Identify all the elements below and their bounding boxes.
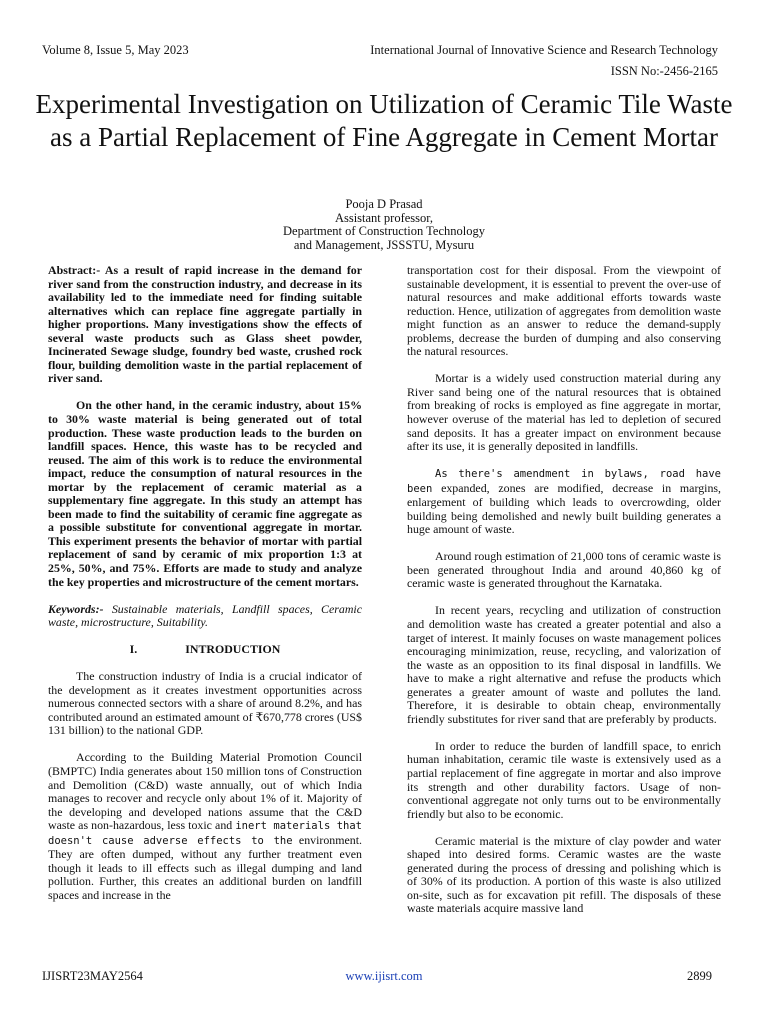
intro-mono-text: inert materials that doesn't cause adverse effects to the bbox=[48, 820, 363, 847]
page-number: 2899 bbox=[687, 969, 712, 983]
volume-issue: Volume 8, Issue 5, May 2023 bbox=[42, 43, 189, 57]
intro-paragraph-2 bbox=[48, 751, 362, 902]
body-paragraph-ceramic: Ceramic material is the mixture of clay powder and water shaped into desired forms. Ceramic wastes are the waste generated during the process of dressing and polishing which is of 30% of its production. A portion of this waste is also utilized on-site, such as for excavation pit refill. The disposals of these waste materials acquire massive land bbox=[407, 833, 721, 916]
author-name: Pooja D Prasad bbox=[345, 197, 423, 211]
bylaws-text: expanded, zones are modified, decrease in margins, enlargement of building which leads to overcrowding, older building being demolished and newly built building generates a huge amount of waste. bbox=[407, 480, 721, 537]
author-block bbox=[184, 198, 584, 252]
abstract-paragraph-2: On the other hand, in the ceramic industry, about 15% to 30% waste material is being generated out of total production. These waste production leads to the burden on landfill spaces. Hence, this waste has to be recycled and reused. The aim of this work is to reduce the environmental impact, reduce the consumption of natural resources in the mortar by the replacement of ceramic material as a supplementary fine aggregate. In this study an attempt has been made to find the suitability of ceramic fine aggregate as a possible substitute for conventional aggregate in mortar. This experiment presents the behavior of mortar with partial replacement of sand by ceramic of mix proportion 1:3 at 25%, 50%, and 75%. Efforts are made to study and analyze the key properties and microstructure of the cement mortars. bbox=[48, 398, 362, 589]
author-dept: Department of Construction Technology bbox=[283, 224, 485, 238]
author-affiliation: and Management, JSSSTU, Mysuru bbox=[293, 237, 475, 252]
body-paragraph-bylaws bbox=[407, 467, 721, 537]
journal-name: International Journal of Innovative Science and Research Technology bbox=[370, 43, 718, 57]
keywords-text: Sustainable materials, Landfill spaces, Ceramic waste, microstructure, Suitability. bbox=[48, 601, 362, 630]
journal-url-link[interactable]: www.ijisrt.com bbox=[345, 969, 423, 983]
body-paragraph-estimate: Around rough estimation of 21,000 tons of ceramic waste is been generated throughout India and around 40,860 kg of ceramic waste is generated throughout the Karnataka. bbox=[407, 549, 721, 591]
section-number: I. bbox=[129, 642, 138, 657]
paper-code: IJISRT23MAY2564 bbox=[42, 969, 143, 983]
right-column bbox=[407, 264, 721, 929]
keywords bbox=[48, 603, 362, 630]
keywords-label: Keywords:- bbox=[48, 601, 104, 616]
issn-number: ISSN No:-2456-2165 bbox=[610, 64, 718, 78]
section-heading bbox=[48, 643, 362, 657]
intro-paragraph: The construction industry of India is a crucial indicator of the development as it creates investment opportunities across numerous connected sectors with a share of around 8.2%, and has contributed around an estimated amount of ₹670,778 crores (US$ 131 billion) to the national GDP. bbox=[48, 669, 362, 738]
author-role: Assistant professor, bbox=[334, 210, 434, 225]
left-column bbox=[48, 264, 362, 916]
body-paragraph-recycling: In recent years, recycling and utilization of construction and demolition waste has created a greater potential and also a target of interest. It mainly focuses on waste management polices encouraging minimization, reuse, recycling, and valorization of the waste as an opposition to its final disposal in landfills. We have to make a right alternative and refuse the products which generates a greater amount of waste and pollutes the land. Therefore, it is desirable to obtain cheap, environmentally friendly substitutes for river sand that are preferably by products. bbox=[407, 603, 721, 726]
intro-text-b: environment. They are often dumped, without any further treatment even though it leads to ill effects such as illegal dumping and land pollution. Further, this creates an additional burden on landfill spaces and increase in the bbox=[48, 832, 362, 902]
abstract-paragraph: Abstract:- As a result of rapid increase in the demand for river sand from the construction industry, and decrease in its availability led to the immediate need for finding suitable alternatives which can replace fine aggregate partially in higher proportions. Many investigations show the effects of several waste products such as Glass sheet powder, Incinerated Sewage sludge, foundry bed waste, crushed rock flour, building demolition waste in the partial replacement of river sand. bbox=[48, 263, 362, 386]
bylaws-mono-text: As there's amendment in bylaws, road have been bbox=[407, 468, 721, 495]
paper-title: Experimental Investigation on Utilization of Ceramic Tile Waste as a Partial Replacement of Fine Aggregate in Cement Mortar bbox=[35, 89, 733, 152]
intro-text-a: According to the Building Material Promotion Council (BMPTC) India generates about 150 million tons of Construction and Demolition (C&D) waste annually, out of which India manages to recover and recycle only about 1% of it. Majority of the developing and developed nations assume that the C&D waste as non-hazardous, less toxic and bbox=[48, 750, 362, 833]
section-title: INTRODUCTION bbox=[185, 642, 281, 657]
body-paragraph: transportation cost for their disposal. From the viewpoint of sustainable development, it is essential to prevent the over-use of natural resources and make additional efforts towards waste reduction. Hence, utilization of aggregates from demolition waste might function as an answer to reduce the demand-supply problems, decrease the burden of dumping and also conserving the natural resources. bbox=[407, 263, 721, 359]
body-paragraph-mortar: Mortar is a widely used construction material during any River sand being one of the natural resources that is obtained from breaking of rocks is employed as fine aggregate in mortar, however overuse of the material has led to depletion of secured sand deposits. It has a greater impact on environment because after its use, it is generally deposited in landfills. bbox=[407, 371, 721, 454]
body-paragraph-landfill: In order to reduce the burden of landfill space, to enrich human inhabitation, ceramic tile waste is extensively used as a partial replacement of fine aggregate in mortar and also improve its strength and other durability factors. Usage of non-conventional aggregate not only turns out to be environmentally friendly but also to be economic. bbox=[407, 738, 721, 821]
